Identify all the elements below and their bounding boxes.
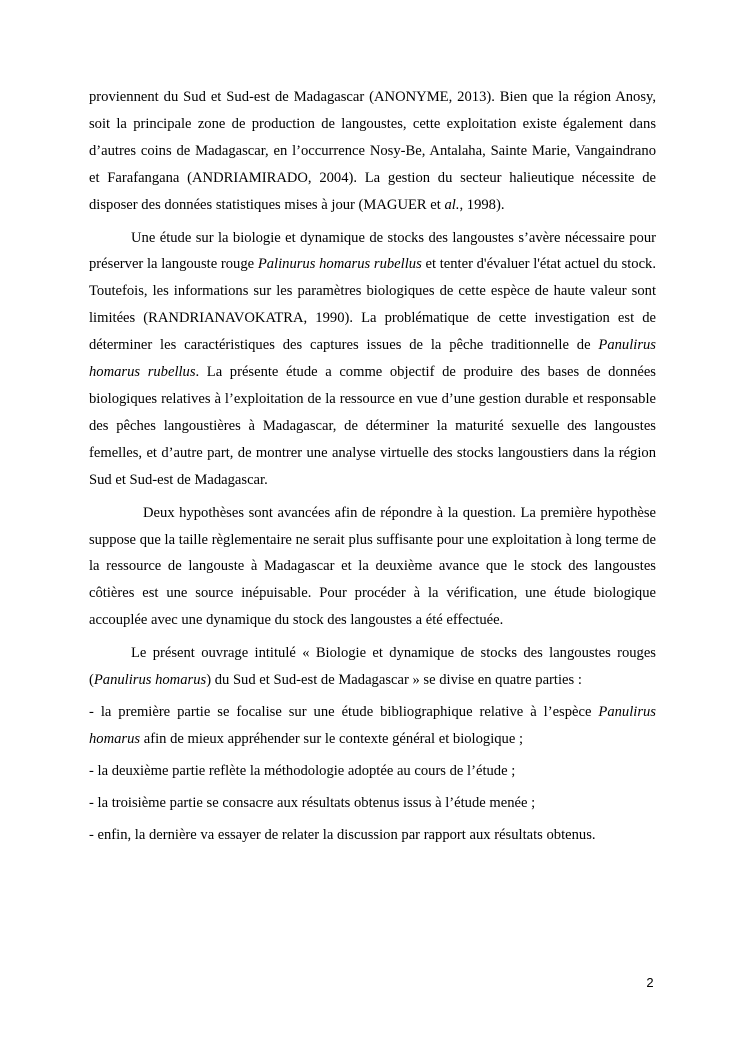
text-segment: proviennent du Sud et Sud-est de Madagascar (ANONYME, 2013). Bien que la région Anosy, soit la principale zone de production de langoustes, cette exploitation existe également dans d’autres coins de Madagascar, en l’occurrence Nosy-Be, Antalaha, Sainte Marie, Vangaindrano et Farafangana (ANDRIAMIRADO, 2004). La gestion du secteur halieutique nécessite de disposer des données statistiques mises à jour (MAGUER et: [89, 89, 656, 213]
paragraph-context: [89, 84, 656, 219]
text-segment: - enfin, la dernière va essayer de relater la discussion par rapport aux résultats obtenus.: [89, 826, 596, 843]
list-item-part-one: [89, 699, 656, 753]
text-segment: - la deuxième partie reflète la méthodologie adoptée au cours de l’étude ;: [89, 762, 516, 779]
text-segment-italic: Panulirus homarus: [89, 703, 656, 747]
paragraph-outline-intro: [89, 640, 656, 694]
paragraph-hypotheses: [89, 500, 656, 635]
text-segment-italic: Panulirus homarus: [93, 672, 207, 689]
list-item-part-two: [89, 758, 656, 785]
list-item-part-three: [89, 790, 656, 817]
text-segment: - la première partie se focalise sur une étude bibliographique relative à l’espèce: [89, 703, 599, 720]
text-segment: afin de mieux appréhender sur le contexte général et biologique ;: [140, 730, 524, 747]
text-segment: Une étude sur la biologie et dynamique de stocks des langoustes s’avère nécessaire pour préserver la langouste rouge: [89, 229, 656, 273]
page-number: 2: [646, 975, 654, 990]
document-page: [89, 84, 656, 848]
text-segment: Deux hypothèses sont avancées afin de répondre à la question. La première hypothèse suppose que la taille règlementaire ne serait plus suffisante pour une exploitation à long terme de la ressource de langouste à Madagascar et la deuxième avance que le stock des langoustes côtières est une source inépuisable. Pour procéder à la vérification, une étude biologique accouplée avec une dynamique du stock des langoustes a été effectuée.: [89, 504, 656, 629]
text-segment: ) du Sud et Sud-est de Madagascar » se divise en quatre parties :: [206, 672, 582, 689]
text-segment: - la troisième partie se consacre aux résultats obtenus issus à l’étude menée ;: [89, 794, 536, 811]
text-segment: . La présente étude a comme objectif de produire des bases de données biologiques relatives à l’exploitation de la ressource en vue d’une gestion durable et responsable des pêches langoustières à Madagascar, de déterminer la maturité sexuelle des langoustes femelles, et d’autre part, de montrer une analyse virtuelle des stocks langoustiers dans la région Sud et Sud-est de Madagascar.: [89, 364, 656, 488]
text-segment-italic: al.: [444, 196, 460, 213]
text-segment: , 1998).: [459, 196, 505, 213]
text-segment: et tenter d'évaluer l'état actuel du stock. Toutefois, les informations sur les paramètres biologiques de cette espèce de haute valeur sont limitées (RANDRIANAVOKATRA, 1990). La problématique de cette investigation est de déterminer les caractéristiques des captures issues de la pêche traditionnelle de: [89, 256, 656, 354]
list-item-part-four: [89, 822, 656, 849]
paragraph-objectives: [89, 225, 656, 494]
text-segment-italic: Panulirus homarus rubellus: [89, 337, 656, 381]
text-segment: Le présent ouvrage intitulé « Biologie et dynamique de stocks des langoustes rouges (: [89, 645, 656, 689]
text-segment-italic: Palinurus homarus rubellus: [257, 256, 422, 273]
